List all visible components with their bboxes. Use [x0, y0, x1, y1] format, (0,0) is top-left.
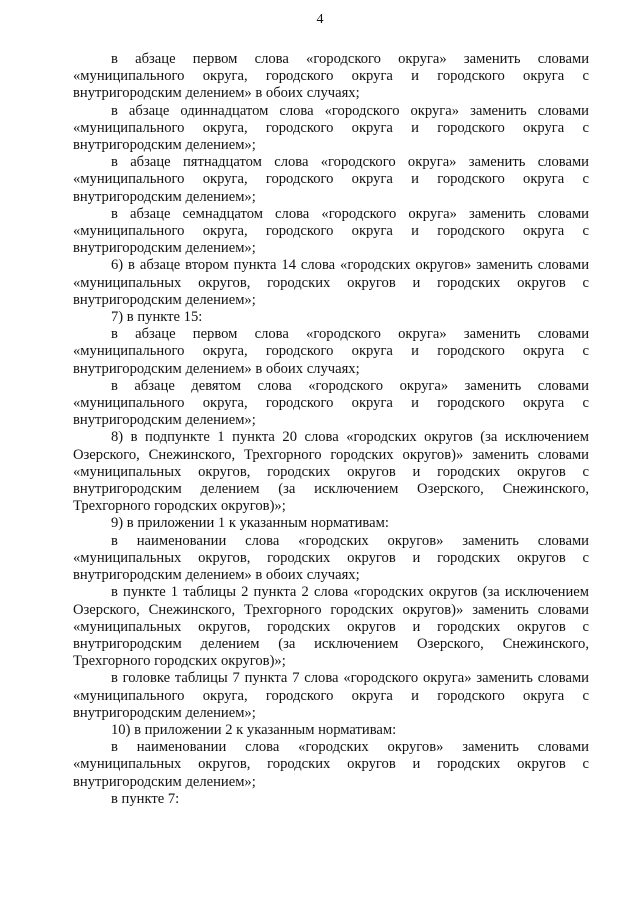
paragraph: в головке таблицы 7 пункта 7 слова «городского округа» заменить словами «муниципального округа, городского округа и городского округа с внутригородским делением»; [73, 670, 589, 721]
paragraph: в наименовании слова «городских округов» заменить словами «муниципальных округов, городских округов и городских округов с внутригородским делением»; [73, 739, 589, 790]
paragraph: 9) в приложении 1 к указанным нормативам: [111, 515, 389, 532]
paragraph: в пункте 7: [111, 790, 180, 807]
paragraph: в абзаце одиннадцатом слова «городского округа» заменить словами «муниципального округа, городского округа и городского округа с внутригородским делением»; [73, 102, 589, 154]
paragraph: в абзаце пятнадцатом слова «городского округа» заменить словами «муниципального округа, городского округа и городского округа с внутригородским делением»; [73, 154, 589, 205]
page-number: 4 [316, 12, 324, 27]
paragraph: в абзаце семнадцатом слова «городского округа» заменить словами «муниципального округа, городского округа и городского округа с внутригородским делением»; [73, 205, 589, 257]
document-body [73, 51, 589, 808]
paragraph: в абзаце девятом слова «городского округа» заменить словами «муниципального округа, городского округа и городского округа с внутригородским делением»; [73, 377, 589, 429]
paragraph: в абзаце первом слова «городского округа» заменить словами «муниципального округа, городского округа и городского округа с внутригородским делением» в обоих случаях; [73, 51, 589, 102]
paragraph: в наименовании слова «городских округов» заменить словами «муниципальных округов, городских округов и городских округов с внутригородским делением» в обоих случаях; [73, 532, 589, 584]
paragraph: в абзаце первом слова «городского округа» заменить словами «муниципального округа, городского округа и городского округа с внутригородским делением» в обоих случаях; [73, 326, 589, 377]
paragraph: в пункте 1 таблицы 2 пункта 2 слова «городских округов (за исключением Озерского, Снежинского, Трехгорного городских округов)» заменить словами «муниципальных округов, городских округов и городских округов с внутригородским делением (за исключением Озерского, Снежинского, Трехгорного городских округов)»; [73, 584, 589, 670]
paragraph: 6) в абзаце втором пункта 14 слова «городских округов» заменить словами «муниципальных округов, городских округов и городских округов с внутригородским делением»; [73, 257, 589, 308]
paragraph: 7) в пункте 15: [111, 309, 203, 326]
paragraph: 8) в подпункте 1 пункта 20 слова «городских округов (за исключением Озерского, Снежинского, Трехгорного городских округов)» заменить словами «муниципальных округов, городских округов и городских округов с внутригородским делением (за исключением Озерского, Снежинского, Трехгорного городских округов)»; [73, 429, 589, 515]
paragraph: 10) в приложении 2 к указанным нормативам: [111, 721, 397, 738]
